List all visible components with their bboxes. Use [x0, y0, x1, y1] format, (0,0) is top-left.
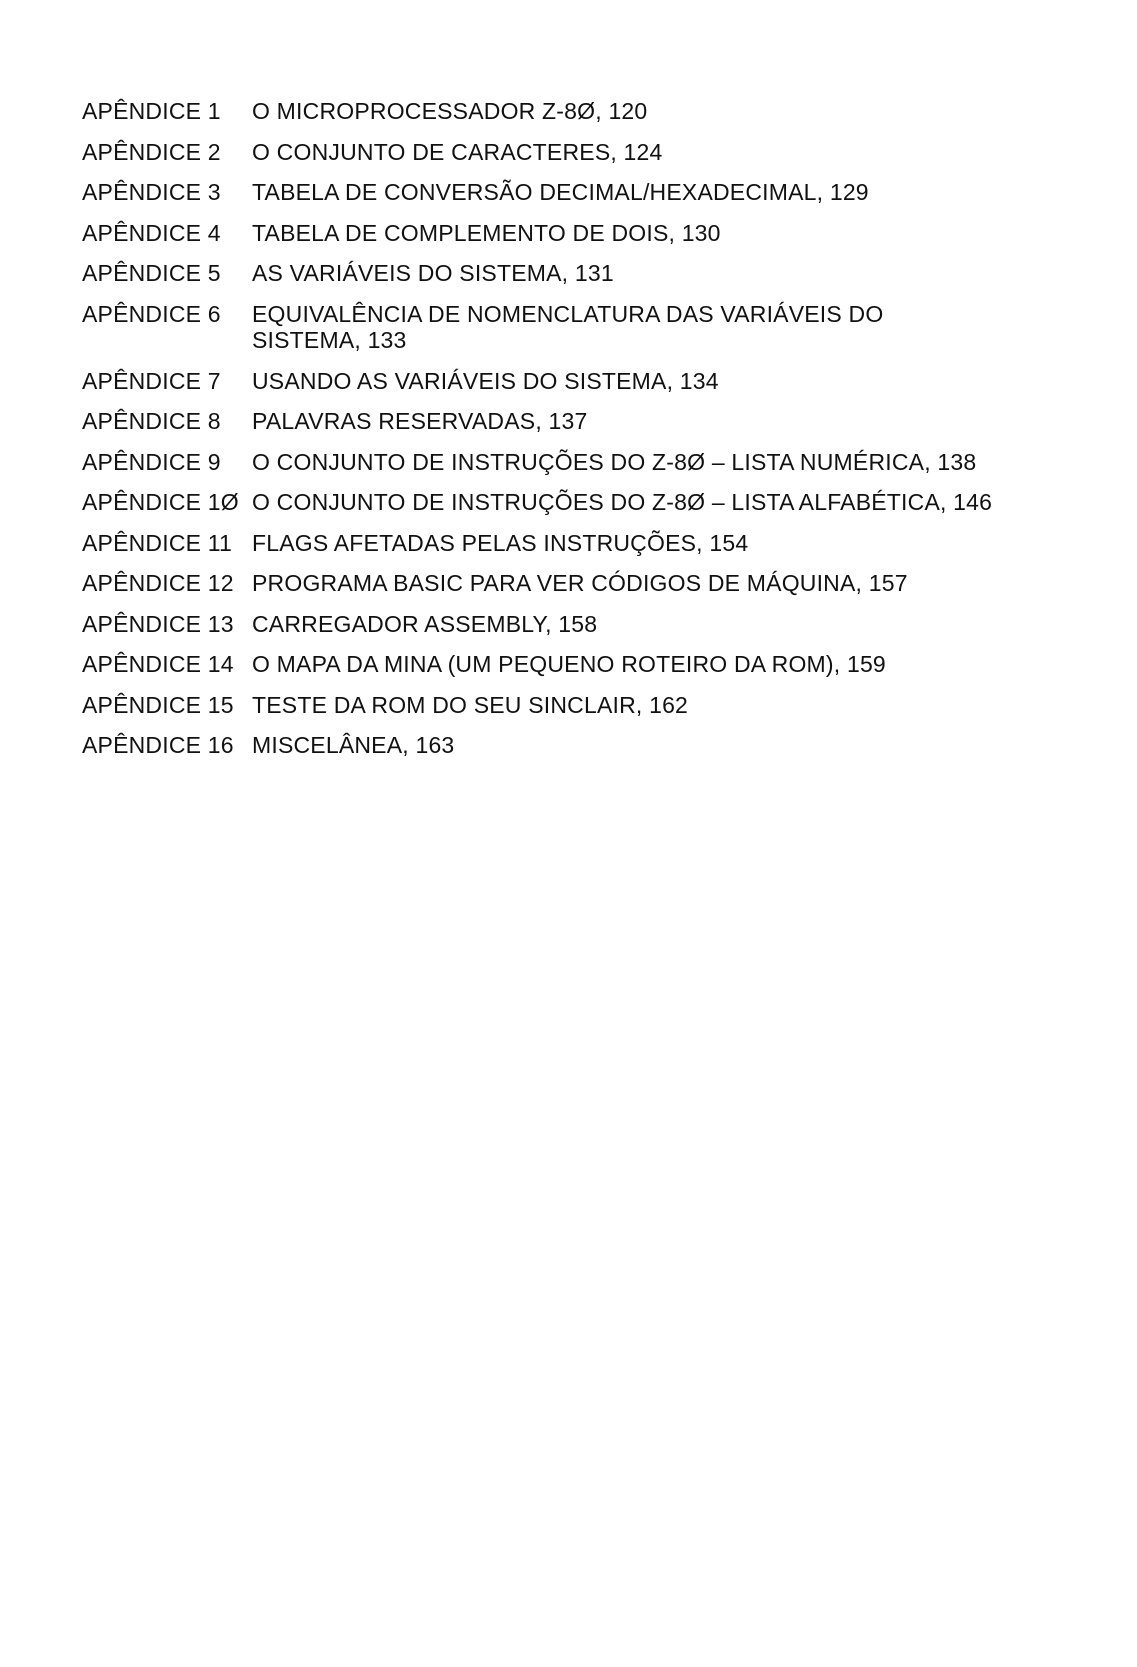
appendix-label: APÊNDICE 15 [82, 691, 234, 718]
appendix-title: PROGRAMA BASIC PARA VER CÓDIGOS DE MÁQUINA [252, 570, 856, 596]
appendix-title-line: TABELA DE COMPLEMENTO DE DOIS, 130 [252, 219, 721, 246]
appendix-page-number: 146 [953, 489, 993, 515]
appendix-title-line: O MICROPROCESSADOR Z-8Ø, 120 [252, 98, 648, 124]
appendix-entry [82, 408, 1092, 449]
appendix-title: MISCELÂNEA [252, 732, 403, 758]
appendix-label: APÊNDICE 5 [82, 260, 221, 286]
appendix-title: FLAGS AFETADAS PELAS INSTRUÇÕES [252, 529, 697, 556]
appendix-title-line: O CONJUNTO DE INSTRUÇÕES DO Z-8Ø – LISTA ALFABÉTICA, 146 [252, 489, 993, 515]
appendix-label: APÊNDICE 4 [82, 219, 221, 246]
appendix-page-number: 159 [846, 651, 886, 677]
appendix-title: PALAVRAS RESERVADAS [252, 408, 536, 434]
appendix-entry [82, 220, 1092, 261]
appendix-page-number: 131 [574, 260, 614, 286]
appendix-entry [82, 611, 1092, 652]
appendix-entry [82, 368, 1092, 409]
appendix-entry [82, 489, 1092, 530]
appendix-page-number: 130 [681, 219, 721, 246]
appendix-title-line: EQUIVALÊNCIA DE NOMENCLATURA DAS VARIÁVEIS DO SISTEMA, 133 [252, 300, 884, 353]
appendix-title-line: O CONJUNTO DE CARACTERES, 124 [252, 138, 663, 165]
appendix-label: APÊNDICE 2 [82, 138, 221, 165]
appendix-entry [82, 179, 1092, 220]
appendix-title-line: TESTE DA ROM DO SEU SINCLAIR, 162 [252, 691, 689, 718]
appendix-label: APÊNDICE 1Ø [82, 489, 239, 515]
appendix-page-number: 129 [829, 179, 869, 205]
appendix-label: APÊNDICE 8 [82, 408, 221, 434]
appendix-title-line: TABELA DE CONVERSÃO DECIMAL/HEXADECIMAL, 129 [252, 179, 869, 205]
appendix-entry [82, 530, 1092, 571]
appendix-label: APÊNDICE 7 [82, 367, 221, 394]
appendix-label: APÊNDICE 16 [82, 732, 234, 758]
appendix-title-line: O MAPA DA MINA (UM PEQUENO ROTEIRO DA ROM), 159 [252, 651, 886, 677]
appendix-page-number: 124 [623, 138, 663, 165]
appendix-page-number: 154 [709, 529, 749, 556]
appendix-label: APÊNDICE 11 [82, 529, 233, 556]
appendix-title-line: USANDO AS VARIÁVEIS DO SISTEMA, 134 [252, 367, 719, 394]
appendix-entry [82, 301, 1092, 368]
appendix-title: O CONJUNTO DE CARACTERES [252, 138, 611, 165]
appendix-entry [82, 651, 1092, 692]
appendix-entry [82, 260, 1092, 301]
appendix-title: TABELA DE CONVERSÃO DECIMAL/HEXADECIMAL [252, 179, 817, 205]
appendix-title: USANDO AS VARIÁVEIS DO SISTEMA [252, 367, 667, 394]
appendix-list [82, 98, 1092, 773]
appendix-page-number: 120 [608, 98, 648, 124]
appendix-title-line: PROGRAMA BASIC PARA VER CÓDIGOS DE MÁQUINA, 157 [252, 570, 908, 596]
appendix-label: APÊNDICE 1 [82, 98, 221, 124]
appendix-title: O CONJUNTO DE INSTRUÇÕES DO Z-8Ø – LISTA ALFABÉTICA [252, 489, 940, 515]
appendix-title: EQUIVALÊNCIA DE NOMENCLATURA DAS VARIÁVEIS DO SISTEMA [252, 300, 884, 353]
appendix-title: TABELA DE COMPLEMENTO DE DOIS [252, 219, 669, 246]
appendix-title: O MAPA DA MINA (UM PEQUENO ROTEIRO DA ROM) [252, 651, 834, 677]
appendix-title: O MICROPROCESSADOR Z-8Ø [252, 98, 596, 124]
appendix-label: APÊNDICE 3 [82, 179, 221, 205]
appendix-label: APÊNDICE 9 [82, 448, 221, 475]
appendix-page-number: 138 [937, 448, 977, 475]
appendix-title: O CONJUNTO DE INSTRUÇÕES DO Z-8Ø – LISTA NUMÉRICA [252, 448, 925, 475]
appendix-title: TESTE DA ROM DO SEU SINCLAIR [252, 691, 636, 718]
appendix-entry [82, 449, 1092, 490]
appendix-title-line: PALAVRAS RESERVADAS, 137 [252, 408, 588, 434]
appendix-entry [82, 692, 1092, 733]
appendix-page-number: 163 [415, 732, 455, 758]
appendix-entry [82, 98, 1092, 139]
appendix-title-line: MISCELÂNEA, 163 [252, 732, 455, 758]
appendix-entry [82, 732, 1092, 773]
appendix-title-line: CARREGADOR ASSEMBLY, 158 [252, 610, 598, 637]
appendix-page-number: 133 [367, 326, 407, 353]
appendix-label: APÊNDICE 12 [82, 570, 234, 596]
appendix-title: AS VARIÁVEIS DO SISTEMA [252, 260, 562, 286]
appendix-page-number: 134 [679, 367, 719, 394]
appendix-title-line: AS VARIÁVEIS DO SISTEMA, 131 [252, 260, 614, 286]
appendix-entry [82, 139, 1092, 180]
appendix-label: APÊNDICE 6 [82, 300, 221, 327]
appendix-page-number: 158 [558, 610, 598, 637]
appendix-page-number: 157 [868, 570, 908, 596]
appendix-label: APÊNDICE 14 [82, 651, 234, 677]
appendix-title-line: FLAGS AFETADAS PELAS INSTRUÇÕES, 154 [252, 529, 749, 556]
appendix-entry [82, 570, 1092, 611]
appendix-page-number: 137 [548, 408, 588, 434]
appendix-label: APÊNDICE 13 [82, 610, 234, 637]
appendix-title-line: O CONJUNTO DE INSTRUÇÕES DO Z-8Ø – LISTA NUMÉRICA, 138 [252, 448, 977, 475]
appendix-title: CARREGADOR ASSEMBLY [252, 610, 546, 637]
appendix-page-number: 162 [649, 691, 689, 718]
